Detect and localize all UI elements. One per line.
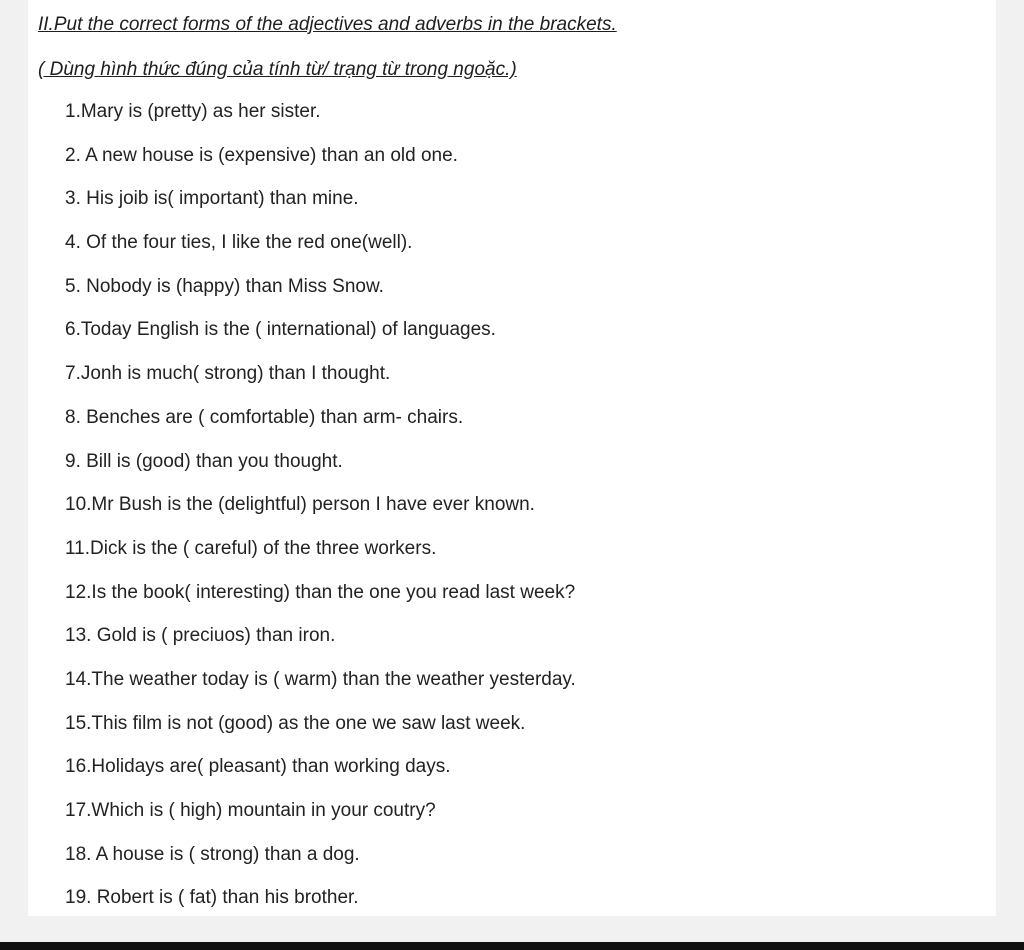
document-page: [28, 0, 996, 916]
exercise-item-17: 17.Which is ( high) mountain in your coutry?: [65, 800, 436, 821]
exercise-item-19: 19. Robert is ( fat) than his brother.: [65, 887, 359, 909]
exercise-item-3: 3. His joib is( important) than mine.: [65, 188, 359, 210]
exercise-item-8: 8. Benches are ( comfortable) than arm- chairs.: [65, 406, 464, 428]
exercise-item-14: 14.The weather today is ( warm) than the weather yesterday.: [65, 668, 576, 690]
exercise-item-6: 6.Today English is the ( international) of languages.: [65, 319, 496, 341]
exercise-item-15: 15.This film is not (good) as the one we saw last week.: [65, 712, 526, 734]
exercise-item-7: 7.Jonh is much( strong) than I thought.: [65, 363, 391, 385]
exercise-item-1: 1.Mary is (pretty) as her sister.: [65, 101, 321, 122]
exercise-item-2: 2. A new house is (expensive) than an old one.: [65, 144, 458, 166]
exercise-list: [65, 100, 576, 930]
exercise-item-16: 16.Holidays are( pleasant) than working days.: [65, 756, 451, 778]
exercise-title: II.Put the correct forms of the adjectives and adverbs in the brackets.: [38, 14, 617, 35]
exercise-item-9: 9. Bill is (good) than you thought.: [65, 450, 343, 472]
exercise-instruction-vi: ( Dùng hình thức đúng của tính từ/ trạng từ trong ngoặc.): [38, 59, 517, 80]
exercise-item-4: 4. Of the four ties, I like the red one(well).: [65, 232, 413, 254]
exercise-item-13: 13. Gold is ( preciuos) than iron.: [65, 625, 336, 647]
exercise-item-11: 11.Dick is the ( careful) of the three workers.: [65, 537, 437, 559]
bottom-border: [0, 942, 1024, 950]
exercise-item-12: 12.Is the book( interesting) than the one you read last week?: [65, 581, 576, 603]
exercise-item-18: 18. A house is ( strong) than a dog.: [65, 843, 360, 865]
exercise-item-5: 5. Nobody is (happy) than Miss Snow.: [65, 275, 384, 297]
exercise-item-10: 10.Mr Bush is the (delightful) person I have ever known.: [65, 494, 535, 516]
